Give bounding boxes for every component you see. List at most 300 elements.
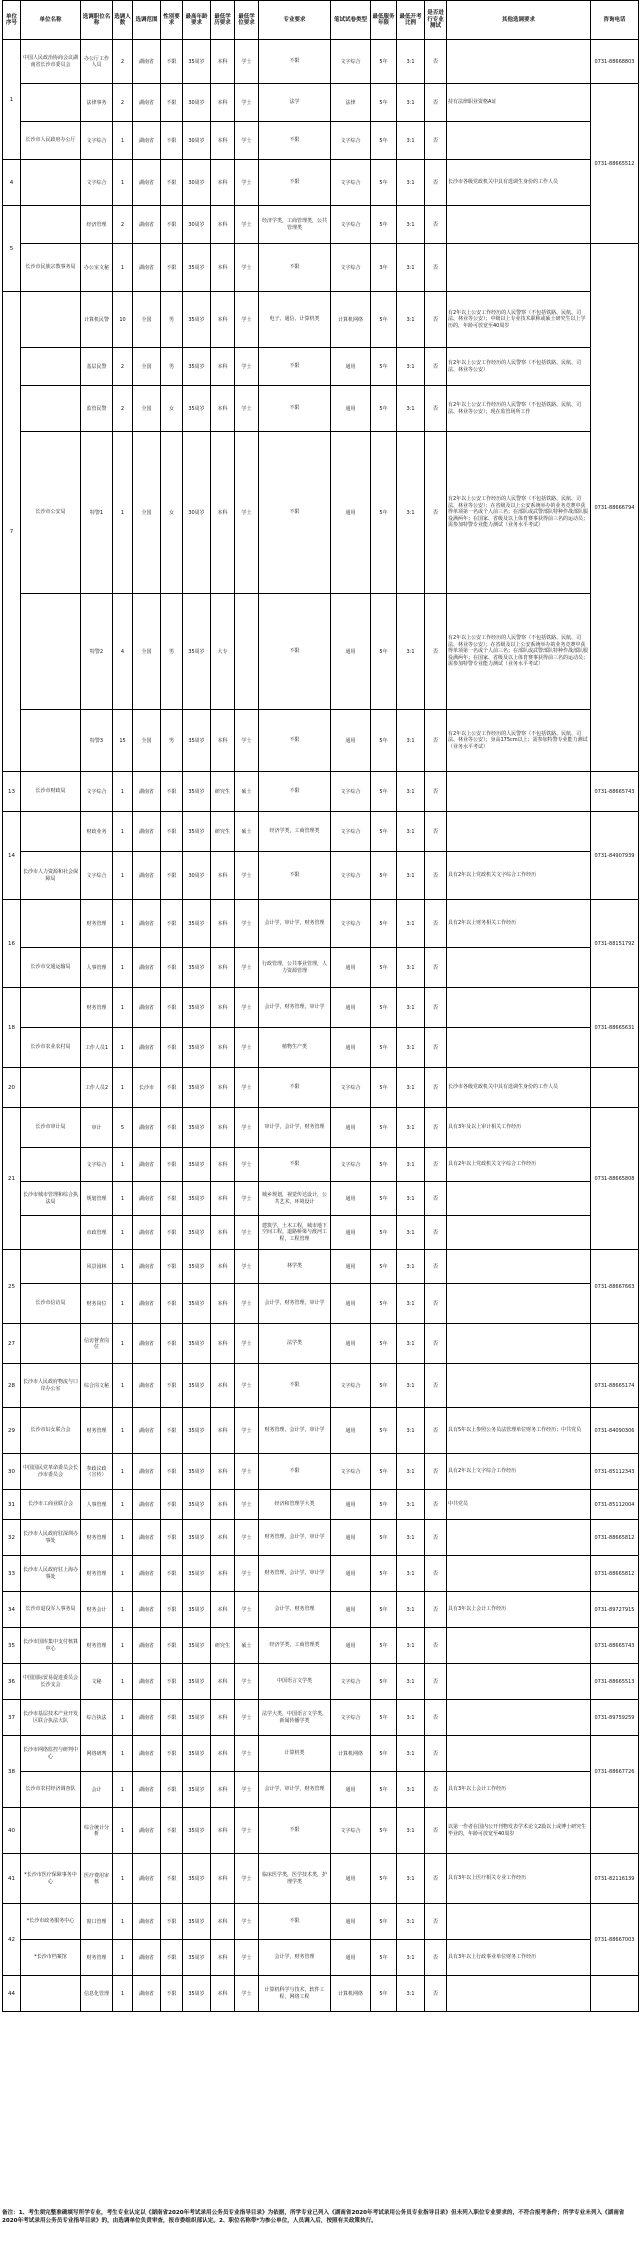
edu-cell: 本科	[211, 710, 235, 772]
count-cell: 1	[113, 1250, 133, 1284]
phone-cell: 0731-88668803	[591, 40, 639, 84]
other-cell	[447, 812, 591, 852]
other-cell	[447, 1736, 591, 1772]
seq-cell: 4	[3, 160, 21, 206]
exam-cell: 文字综合	[331, 812, 371, 852]
degree-cell	[235, 594, 259, 710]
table-row	[3, 1216, 639, 1250]
age-cell: 35周岁	[183, 1148, 211, 1182]
degree-cell: 学士	[235, 84, 259, 122]
scope-cell: 湖南省	[133, 1556, 161, 1592]
unit-cell	[21, 1324, 81, 1364]
position-cell: 办公厅工作人员	[81, 40, 113, 84]
edu-cell: 本科	[211, 1364, 235, 1408]
count-cell: 1	[113, 432, 133, 594]
ratio-cell: 3:1	[397, 1324, 425, 1364]
header-cell: 最高年龄要求	[183, 1, 211, 40]
gender-cell: 不限	[161, 988, 183, 1028]
age-cell: 35周岁	[183, 1108, 211, 1148]
ratio-cell: 3:1	[397, 1854, 425, 1904]
seq-cell: 7	[3, 292, 21, 772]
other-cell: 有2年以上公安工作经历的人民警察（不包括铁路、民航、司法、林业等公安）；身高175cm以上；需参加特警专业能力测试（业务水平考试）	[447, 710, 591, 772]
table-row	[3, 1068, 639, 1108]
other-cell: 具有2年以上党政机关文字综合工作经历	[447, 852, 591, 900]
position-cell: 综合执法	[81, 1700, 113, 1736]
position-cell: 办公室文秘	[81, 244, 113, 292]
degree-cell: 学士	[235, 1364, 259, 1408]
table-row	[3, 1556, 639, 1592]
count-cell: 1	[113, 772, 133, 812]
ratio-cell: 3:1	[397, 348, 425, 386]
years-cell: 5年	[371, 1216, 397, 1250]
test-cell: 否	[425, 292, 447, 348]
major-cell: 行政管理，公共事业管理，人力资源管理	[259, 948, 331, 988]
edu-cell: 本科	[211, 292, 235, 348]
edu-cell: 本科	[211, 1700, 235, 1736]
scope-cell: 全国	[133, 386, 161, 432]
table-row	[3, 1976, 639, 2012]
table-row	[3, 594, 639, 710]
years-cell: 5年	[371, 988, 397, 1028]
table-row	[3, 160, 639, 206]
count-cell: 1	[113, 988, 133, 1028]
age-cell: 35周岁	[183, 1736, 211, 1772]
edu-cell: 本科	[211, 160, 235, 206]
years-cell: 5年	[371, 772, 397, 812]
position-cell: 市政管理	[81, 1216, 113, 1250]
age-cell: 35周岁	[183, 948, 211, 988]
other-cell	[447, 244, 591, 292]
test-cell: 否	[425, 1408, 447, 1454]
exam-cell: 计算机网络	[331, 1736, 371, 1772]
count-cell: 1	[113, 1736, 133, 1772]
ratio-cell: 3:1	[397, 1772, 425, 1808]
unit-cell	[21, 348, 81, 386]
ratio-cell: 3:1	[397, 1182, 425, 1216]
scope-cell: 湖南省	[133, 1736, 161, 1772]
header-cell: 专业要求	[259, 1, 331, 40]
phone-cell: 0731-88151792	[591, 900, 639, 988]
age-cell: 35周岁	[183, 1700, 211, 1736]
position-cell: 网络研判	[81, 1736, 113, 1772]
age-cell: 35周岁	[183, 1664, 211, 1700]
count-cell: 1	[113, 900, 133, 948]
header-cell: 选调人数	[113, 1, 133, 40]
scope-cell: 全国	[133, 710, 161, 772]
years-cell: 5年	[371, 432, 397, 594]
gender-cell: 不限	[161, 1556, 183, 1592]
ratio-cell: 3:1	[397, 1664, 425, 1700]
age-cell: 35周岁	[183, 1284, 211, 1324]
test-cell: 否	[425, 386, 447, 432]
position-cell: 文字综合	[81, 852, 113, 900]
other-cell	[447, 1250, 591, 1284]
test-cell: 否	[425, 1772, 447, 1808]
ratio-cell: 3:1	[397, 1454, 425, 1490]
years-cell: 5年	[371, 948, 397, 988]
exam-cell: 文字综合	[331, 1808, 371, 1854]
exam-cell: 通用	[331, 1408, 371, 1454]
edu-cell: 本科	[211, 40, 235, 84]
other-cell	[447, 1904, 591, 1940]
other-cell: 具有2年以上党政机关文字综合工作经历	[447, 1148, 591, 1182]
ratio-cell: 3:1	[397, 812, 425, 852]
table-row	[3, 1700, 639, 1736]
position-cell: 监管民警	[81, 386, 113, 432]
edu-cell: 本科	[211, 1454, 235, 1490]
exam-cell: 通用	[331, 1028, 371, 1068]
degree-cell: 学士	[235, 1028, 259, 1068]
degree-cell: 学士	[235, 1182, 259, 1216]
table-row	[3, 1364, 639, 1408]
edu-cell: 本科	[211, 348, 235, 386]
test-cell: 否	[425, 1148, 447, 1182]
table-row	[3, 386, 639, 432]
degree-cell: 学士	[235, 1556, 259, 1592]
unit-cell: 长沙市人民政府驻深圳办事处	[21, 1520, 81, 1556]
major-cell: 林学类	[259, 1250, 331, 1284]
test-cell: 否	[425, 1364, 447, 1408]
gender-cell: 女	[161, 432, 183, 594]
years-cell: 5年	[371, 122, 397, 160]
age-cell: 35周岁	[183, 1216, 211, 1250]
seq-cell: 20	[3, 1068, 21, 1108]
years-cell: 5年	[371, 1854, 397, 1904]
gender-cell: 不限	[161, 122, 183, 160]
ratio-cell: 3:1	[397, 1904, 425, 1940]
exam-cell: 通用	[331, 348, 371, 386]
phone-cell: 0731-88667663	[591, 1250, 639, 1324]
test-cell: 否	[425, 1854, 447, 1904]
phone-cell: 0731-88665513	[591, 1664, 639, 1700]
exam-cell: 文字综合	[331, 160, 371, 206]
test-cell: 否	[425, 852, 447, 900]
header-cell: 其他选调要求	[447, 1, 591, 40]
exam-cell: 文字综合	[331, 122, 371, 160]
seq-cell: 41	[3, 1854, 21, 1904]
table-row	[3, 1028, 639, 1068]
years-cell: 5年	[371, 386, 397, 432]
major-cell: 计算机类	[259, 1736, 331, 1772]
scope-cell: 湖南省	[133, 40, 161, 84]
unit-cell: 长沙市国库集中支付核算中心	[21, 1628, 81, 1664]
major-cell: 不限	[259, 348, 331, 386]
seq-cell: 36	[3, 1664, 21, 1700]
gender-cell: 不限	[161, 1068, 183, 1108]
exam-cell: 文字综合	[331, 244, 371, 292]
degree-cell: 学士	[235, 1700, 259, 1736]
count-cell: 2	[113, 84, 133, 122]
degree-cell: 学士	[235, 1068, 259, 1108]
seq-cell: 30	[3, 1454, 21, 1490]
unit-cell: 长沙市基层技术产业开发区联合执法大队	[21, 1700, 81, 1736]
other-cell: 有2年以上公安工作经历的人民警察（不包括铁路、民航、司法、林业等公安）	[447, 348, 591, 386]
degree-cell: 学士	[235, 1664, 259, 1700]
edu-cell: 本科	[211, 386, 235, 432]
other-cell: 长沙市各级党政机关中具有选调生身份的工作人员	[447, 1068, 591, 1108]
years-cell: 5年	[371, 206, 397, 244]
gender-cell: 不限	[161, 160, 183, 206]
ratio-cell: 3:1	[397, 710, 425, 772]
years-cell: 5年	[371, 1364, 397, 1408]
degree-cell: 学士	[235, 710, 259, 772]
gender-cell: 不限	[161, 1364, 183, 1408]
edu-cell: 本科	[211, 244, 235, 292]
unit-cell	[21, 1068, 81, 1108]
phone-cell: 0731-84907939	[591, 812, 639, 900]
other-cell: 具有3年以上会计工作经历	[447, 1772, 591, 1808]
ratio-cell: 3:1	[397, 1940, 425, 1976]
major-cell: 不限	[259, 1454, 331, 1490]
seq-cell: 16	[3, 900, 21, 988]
seq-cell: 5	[3, 206, 21, 292]
other-cell	[447, 1028, 591, 1068]
position-cell: 综合统计分析	[81, 1808, 113, 1854]
recruitment-table	[2, 0, 639, 2012]
age-cell: 35周岁	[183, 1520, 211, 1556]
position-cell: 窗口管理	[81, 1904, 113, 1940]
ratio-cell: 3:1	[397, 1148, 425, 1182]
scope-cell: 长沙市	[133, 1068, 161, 1108]
table-row	[3, 348, 639, 386]
edu-cell: 研究生	[211, 772, 235, 812]
count-cell: 1	[113, 1520, 133, 1556]
position-cell: 文秘	[81, 1664, 113, 1700]
ratio-cell: 3:1	[397, 594, 425, 710]
degree-cell: 硕士	[235, 772, 259, 812]
exam-cell: 计算机网络	[331, 292, 371, 348]
unit-cell: 长沙市人民政府办公厅	[21, 122, 81, 160]
years-cell: 5年	[371, 1324, 397, 1364]
ratio-cell: 3:1	[397, 1490, 425, 1520]
table-row	[3, 812, 639, 852]
years-cell: 5年	[371, 1556, 397, 1592]
test-cell: 否	[425, 1904, 447, 1940]
gender-cell: 不限	[161, 852, 183, 900]
count-cell: 1	[113, 1068, 133, 1108]
test-cell: 否	[425, 1284, 447, 1324]
exam-cell: 文字综合	[331, 900, 371, 948]
gender-cell: 不限	[161, 1108, 183, 1148]
age-cell: 30周岁	[183, 122, 211, 160]
seq-cell: 29	[3, 1408, 21, 1454]
position-cell: 特警3	[81, 710, 113, 772]
major-cell: 不限	[259, 1068, 331, 1108]
count-cell: 1	[113, 852, 133, 900]
other-cell: 具有3年以上行政事业单位财务工作经历	[447, 1940, 591, 1976]
test-cell: 否	[425, 122, 447, 160]
position-cell: 工作人员2	[81, 1068, 113, 1108]
ratio-cell: 3:1	[397, 84, 425, 122]
header-cell: 最低开考比例	[397, 1, 425, 40]
scope-cell: 全国	[133, 594, 161, 710]
other-cell	[447, 1664, 591, 1700]
degree-cell: 学士	[235, 206, 259, 244]
degree-cell: 学士	[235, 1216, 259, 1250]
unit-cell	[21, 988, 81, 1028]
degree-cell: 学士	[235, 948, 259, 988]
count-cell: 1	[113, 1408, 133, 1454]
ratio-cell: 3:1	[397, 1250, 425, 1284]
exam-cell: 通用	[331, 1490, 371, 1520]
ratio-cell: 3:1	[397, 1068, 425, 1108]
phone-cell: 0731-89759259	[591, 1700, 639, 1736]
years-cell: 5年	[371, 1736, 397, 1772]
table-row	[3, 206, 639, 244]
gender-cell: 不限	[161, 1148, 183, 1182]
years-cell: 5年	[371, 1454, 397, 1490]
other-cell	[447, 1628, 591, 1664]
exam-cell: 文字综合	[331, 1454, 371, 1490]
edu-cell: 大专	[211, 594, 235, 710]
exam-cell: 通用	[331, 1182, 371, 1216]
unit-cell: 长沙市人民政府驻上海办事处	[21, 1556, 81, 1592]
table-row	[3, 1408, 639, 1454]
degree-cell: 学士	[235, 1490, 259, 1520]
scope-cell: 湖南省	[133, 852, 161, 900]
header-cell: 性别要求	[161, 1, 183, 40]
degree-cell: 学士	[235, 348, 259, 386]
scope-cell: 湖南省	[133, 1490, 161, 1520]
table-row	[3, 1490, 639, 1520]
edu-cell: 本科	[211, 1664, 235, 1700]
test-cell: 否	[425, 900, 447, 948]
years-cell: 5年	[371, 900, 397, 948]
seq-cell: 38	[3, 1736, 21, 1808]
seq-cell: 27	[3, 1324, 21, 1364]
position-cell: 财务岗位	[81, 1284, 113, 1324]
scope-cell: 湖南省	[133, 1182, 161, 1216]
age-cell: 35周岁	[183, 1364, 211, 1408]
count-cell: 1	[113, 122, 133, 160]
test-cell: 否	[425, 244, 447, 292]
gender-cell: 不限	[161, 948, 183, 988]
scope-cell: 湖南省	[133, 1108, 161, 1148]
count-cell: 1	[113, 1216, 133, 1250]
position-cell: 财务管理	[81, 988, 113, 1028]
exam-cell: 文字综合	[331, 1664, 371, 1700]
major-cell: 不限	[259, 160, 331, 206]
age-cell: 35周岁	[183, 1940, 211, 1976]
position-cell: 法律事务	[81, 84, 113, 122]
degree-cell: 硕士	[235, 1628, 259, 1664]
test-cell: 否	[425, 1490, 447, 1520]
gender-cell: 不限	[161, 772, 183, 812]
test-cell: 否	[425, 1108, 447, 1148]
degree-cell: 学士	[235, 852, 259, 900]
scope-cell: 湖南省	[133, 84, 161, 122]
test-cell: 否	[425, 1700, 447, 1736]
scope-cell: 湖南省	[133, 1976, 161, 2012]
major-cell: 不限	[259, 1148, 331, 1182]
edu-cell: 本科	[211, 1108, 235, 1148]
position-cell: 财务管理	[81, 1520, 113, 1556]
table-row	[3, 1592, 639, 1628]
position-cell: 人事管理	[81, 1490, 113, 1520]
other-cell	[447, 1324, 591, 1364]
count-cell: 1	[113, 1772, 133, 1808]
scope-cell: 湖南省	[133, 1664, 161, 1700]
table-row	[3, 1808, 639, 1854]
seq-cell: 42	[3, 1904, 21, 1976]
age-cell: 35周岁	[183, 1068, 211, 1108]
other-cell	[447, 1216, 591, 1250]
unit-cell	[21, 1808, 81, 1854]
other-cell	[447, 1182, 591, 1216]
years-cell: 5年	[371, 1284, 397, 1324]
edu-cell: 研究生	[211, 1628, 235, 1664]
degree-cell: 学士	[235, 244, 259, 292]
degree-cell: 学士	[235, 988, 259, 1028]
degree-cell: 学士	[235, 1324, 259, 1364]
gender-cell: 不限	[161, 1324, 183, 1364]
exam-cell: 文字综合	[331, 1148, 371, 1182]
unit-cell	[21, 594, 81, 710]
ratio-cell: 3:1	[397, 1028, 425, 1068]
scope-cell: 湖南省	[133, 122, 161, 160]
position-cell: 规划管理	[81, 1182, 113, 1216]
degree-cell: 学士	[235, 160, 259, 206]
table-row	[3, 772, 639, 812]
other-cell: 有2年以上公安工作经历的人民警察（不包括铁路、民航、司法、林业等公安）；现在监管场所工作	[447, 386, 591, 432]
other-cell	[447, 948, 591, 988]
position-cell: 财政业务	[81, 812, 113, 852]
unit-cell: 长沙市民族宗教事务局	[21, 244, 81, 292]
major-cell: 城乡规划，视觉传达设计，公共艺术，环境设计	[259, 1182, 331, 1216]
table-row	[3, 1250, 639, 1284]
test-cell: 否	[425, 594, 447, 710]
ratio-cell: 3:1	[397, 1700, 425, 1736]
table-row	[3, 244, 639, 292]
years-cell: 5年	[371, 1808, 397, 1854]
table-row	[3, 84, 639, 122]
other-cell: 具有2年以上文字综合工作经历	[447, 1454, 591, 1490]
seq-cell: 13	[3, 772, 21, 812]
edu-cell: 本科	[211, 1772, 235, 1808]
seq-cell: 14	[3, 812, 21, 900]
unit-cell: 中国国民党革命委员会长沙市委员会	[21, 1454, 81, 1490]
other-cell	[447, 1700, 591, 1736]
age-cell: 35周岁	[183, 40, 211, 84]
major-cell: 植物生产类	[259, 1028, 331, 1068]
ratio-cell: 3:1	[397, 1520, 425, 1556]
phone-cell: 0731-88665812	[591, 1520, 639, 1556]
exam-cell: 通用	[331, 432, 371, 594]
unit-cell: 长沙市交通运输局	[21, 948, 81, 988]
exam-cell: 文字综合	[331, 1364, 371, 1408]
seq-cell: 44	[3, 1976, 21, 2012]
degree-cell: 学士	[235, 122, 259, 160]
edu-cell: 本科	[211, 948, 235, 988]
major-cell: 经济和管理学大类	[259, 1490, 331, 1520]
other-cell	[447, 1556, 591, 1592]
age-cell: 35周岁	[183, 1556, 211, 1592]
gender-cell: 不限	[161, 1736, 183, 1772]
edu-cell: 本科	[211, 1904, 235, 1940]
gender-cell: 不限	[161, 1408, 183, 1454]
test-cell: 否	[425, 812, 447, 852]
test-cell: 否	[425, 1592, 447, 1628]
position-cell: 文字综合	[81, 122, 113, 160]
position-cell: 信访督查岗位	[81, 1324, 113, 1364]
other-cell	[447, 1976, 591, 2012]
years-cell: 5年	[371, 348, 397, 386]
count-cell: 1	[113, 1182, 133, 1216]
unit-cell	[21, 1250, 81, 1284]
age-cell: 30周岁	[183, 852, 211, 900]
seq-cell: 34	[3, 1592, 21, 1628]
major-cell: 会计学，审计学，财务管理	[259, 900, 331, 948]
